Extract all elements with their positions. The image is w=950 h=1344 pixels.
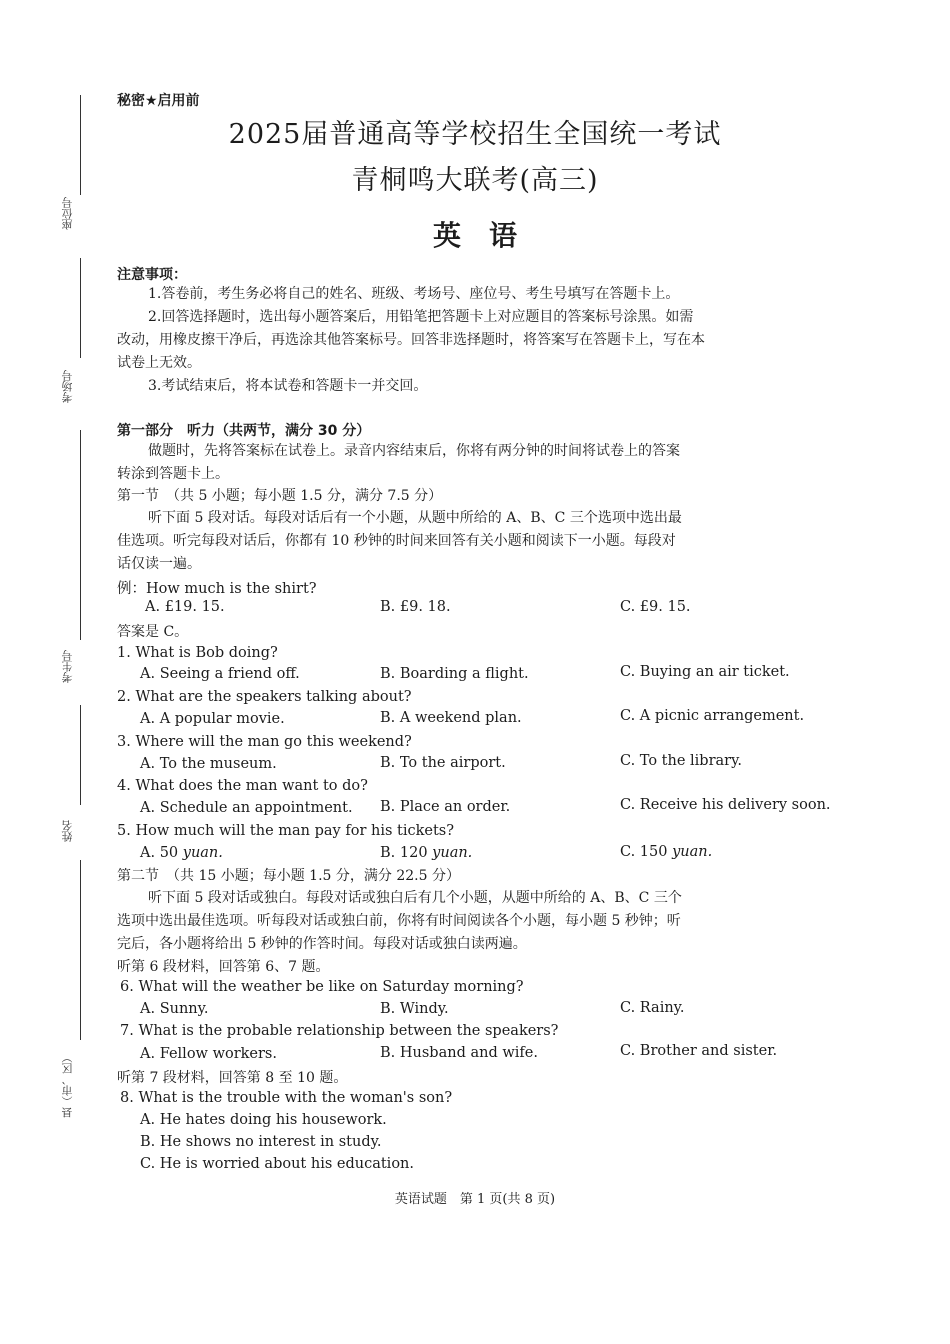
- section1-heading: 第一节 （共 5 小题；每小题 1.5 分，满分 7.5 分）: [117, 488, 443, 504]
- part1-heading: 第一部分 听力（共两节，满分 30 分）: [117, 423, 371, 439]
- notice-heading: 注意事项：: [117, 267, 187, 283]
- q4-option-a: A. Schedule an appointment.: [140, 800, 353, 816]
- margin-line-4: [80, 705, 81, 805]
- margin-label-examinee: 考生号: [60, 648, 100, 685]
- margin-label-name: 姓名: [60, 818, 100, 844]
- q5-option-a-value: A. 50: [140, 845, 179, 861]
- q3-option-b: B. To the airport.: [380, 755, 506, 771]
- q6-option-b: B. Windy.: [380, 1001, 449, 1017]
- q8-option-a: A. He hates doing his housework.: [140, 1112, 387, 1128]
- q3-option-a: A. To the museum.: [140, 756, 277, 772]
- material-7-heading: 听第 7 段材料，回答第 8 至 10 题。: [117, 1070, 348, 1086]
- q5-option-b-unit: yuan.: [432, 845, 473, 861]
- q2-option-b: B. A weekend plan.: [380, 710, 522, 726]
- example-option-a: A. £19. 15.: [145, 599, 225, 615]
- q4-option-b: B. Place an order.: [380, 799, 511, 815]
- margin-label-seat: 座位号: [60, 195, 100, 232]
- notice-item-1: 1.答卷前，考生务必将自己的姓名、班级、考场号、座位号、考生号填写在答题卡上。: [148, 286, 680, 302]
- notice-item-2-line-2: 改动，用橡皮擦干净后，再选涂其他答案标号。回答非选择题时，将答案写在答题卡上，写在本: [117, 332, 705, 348]
- question-5: 5. How much will the man pay for his tickets?: [117, 823, 455, 839]
- q3-option-c: C. To the library.: [620, 753, 742, 769]
- q5-option-c: [620, 844, 712, 860]
- q7-option-c: C. Brother and sister.: [620, 1043, 778, 1059]
- q7-option-b: B. Husband and wife.: [380, 1045, 538, 1061]
- question-6: 6. What will the weather be like on Saturday morning?: [120, 979, 524, 995]
- margin-label-room: 考场号: [60, 368, 100, 405]
- question-4: 4. What does the man want to do?: [117, 778, 368, 794]
- question-3: 3. Where will the man go this weekend?: [117, 734, 412, 750]
- q6-option-c: C. Rainy.: [620, 1000, 685, 1016]
- q5-option-a: [140, 845, 223, 861]
- q5-option-a-unit: yuan.: [182, 845, 223, 861]
- notice-item-2-line-1: 2.回答选择题时，选出每小题答案后，用铅笔把答题卡上对应题目的答案标号涂黑。如需: [148, 309, 694, 325]
- notice-item-2-line-3: 试卷上无效。: [117, 355, 201, 371]
- margin-line-5: [80, 860, 81, 1040]
- question-2: 2. What are the speakers talking about?: [117, 689, 412, 705]
- section2-instr-line-2: 选项中选出最佳选项。听每段对话或独白前，你将有时间阅读各个小题，每小题 5 秒钟；听: [117, 913, 681, 929]
- q1-option-c: C. Buying an air ticket.: [620, 664, 790, 680]
- example-option-c: C. £9. 15.: [620, 599, 691, 615]
- section2-instr-line-3: 完后，各小题将给出 5 秒钟的作答时间。每段对话或独白读两遍。: [117, 936, 527, 952]
- page-footer: 英语试题 第 1 页(共 8 页): [394, 1192, 556, 1207]
- q2-option-a: A. A popular movie.: [140, 711, 285, 727]
- exam-subtitle: 青桐鸣大联考(高三): [351, 165, 599, 196]
- notice-item-3: 3.考试结束后，将本试卷和答题卡一并交回。: [148, 378, 428, 394]
- confidential-label: 秘密★启用前: [117, 93, 200, 109]
- subject-title: 英语: [432, 219, 545, 252]
- example-question: 例：How much is the shirt?: [117, 581, 317, 597]
- q5-option-b: [380, 845, 472, 861]
- section1-instr-line-1: 听下面 5 段对话。每段对话后有一个小题，从题中所给的 A、B、C 三个选项中选出最: [148, 510, 682, 526]
- part1-intro-line-1: 做题时，先将答案标在试卷上。录音内容结束后，你将有两分钟的时间将试卷上的答案: [148, 443, 680, 459]
- example-answer: 答案是 C。: [117, 624, 189, 640]
- q1-option-a: A. Seeing a friend off.: [140, 666, 300, 682]
- margin-line-3: [80, 430, 81, 640]
- material-6-heading: 听第 6 段材料，回答第 6、7 题。: [117, 959, 330, 975]
- example-option-b: B. £9. 18.: [380, 599, 451, 615]
- question-1: 1. What is Bob doing?: [117, 645, 278, 661]
- q6-option-a: A. Sunny.: [140, 1001, 209, 1017]
- q5-option-c-unit: yuan.: [672, 844, 713, 860]
- q1-option-b: B. Boarding a flight.: [380, 666, 529, 682]
- q5-option-c-value: C. 150: [620, 844, 668, 860]
- exam-title: 2025届普通高等学校招生全国统一考试: [228, 119, 722, 150]
- margin-line-2: [80, 258, 81, 358]
- margin-label-county: 县（市、区）: [60, 1050, 100, 1120]
- section1-instr-line-2: 佳选项。听完每段对话后，你都有 10 秒钟的时间来回答有关小题和阅读下一小题。每段对: [117, 533, 676, 549]
- section2-heading: 第二节 （共 15 小题；每小题 1.5 分，满分 22.5 分）: [117, 868, 460, 884]
- section1-instr-line-3: 话仅读一遍。: [117, 556, 201, 572]
- question-8: 8. What is the trouble with the woman's son?: [120, 1090, 453, 1106]
- q8-option-b: B. He shows no interest in study.: [140, 1134, 382, 1150]
- part1-intro-line-2: 转涂到答题卡上。: [117, 466, 229, 482]
- q4-option-c: C. Receive his delivery soon.: [620, 797, 831, 813]
- q8-option-c: C. He is worried about his education.: [140, 1156, 414, 1172]
- q7-option-a: A. Fellow workers.: [140, 1046, 277, 1062]
- section2-instr-line-1: 听下面 5 段对话或独白。每段对话或独白后有几个小题，从题中所给的 A、B、C 三个: [148, 890, 682, 906]
- q5-option-b-value: B. 120: [380, 845, 428, 861]
- q2-option-c: C. A picnic arrangement.: [620, 708, 805, 724]
- question-7: 7. What is the probable relationship between the speakers?: [120, 1023, 559, 1039]
